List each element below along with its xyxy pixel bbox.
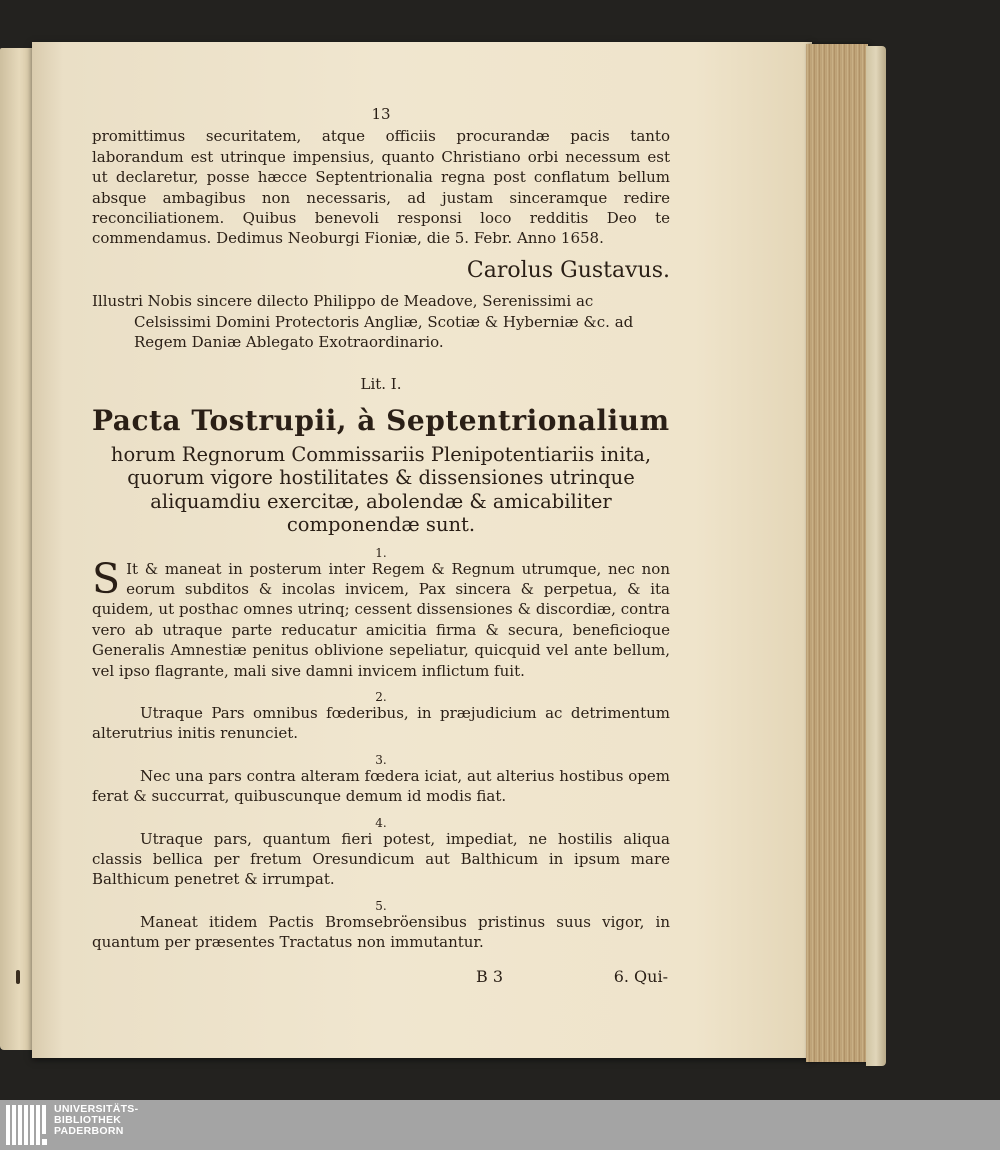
article-text: Nec una pars contra alteram fœdera iciat, aut alterius hostibus opem ferat & succurrat, quibuscunque demum id modis fiat.: [92, 766, 670, 806]
letter-paragraph: promittimus securitatem, atque officiis procurandæ pacis tanto laborandum est utrinque impensius, quanto Christiano orbi necessum est ut declaretur, posse hæcce Septentrionalia regna post conflatum bellum absque ambagibus non necessaris, ad justam sinceramque redire reconciliationem. Quibus benevoli responsi loco redditis Deo te commendamus. Dedimus Neoburgi Fioniæ, die 5. Febr. Anno 1658.: [92, 127, 670, 248]
article-text: Utraque pars, quantum fieri potest, impediat, ne hostilis aliqua classis bellica per fretum Oresundicum aut Balthicum in ipsum mare Balthicum penetret & irrumpat.: [92, 829, 670, 889]
article-text: [92, 554, 670, 681]
signature-mark: B 3: [476, 966, 504, 986]
library-logo-icon: [6, 1105, 48, 1145]
page-footer: [92, 967, 670, 989]
left-page-edge: [0, 48, 32, 1050]
page-text: [92, 104, 670, 989]
left-page-mark: [16, 970, 20, 984]
article-number: 5.: [375, 898, 387, 913]
section-label: Lit. I.: [360, 375, 402, 394]
article-number: 1.: [375, 545, 387, 560]
article-number: 3.: [375, 752, 387, 767]
book-cover-edge: [866, 46, 886, 1066]
library-name-line: PADERBORN: [54, 1125, 124, 1137]
article-text: Maneat itidem Pactis Bromsebröensibus pristinus suus vigor, in quantum per præsentes Tractatus non immutantur.: [92, 912, 670, 952]
address: Illustri Nobis sincere dilecto Philippo de Meadove, Serenissimi ac Celsissimi Domini Protectoris Angliæ, Scotiæ & Hyberniæ &c. ad Regem Daniæ Ablegato Exotraordinario.: [92, 292, 634, 352]
article-body: It & maneat in posterum inter Regem & Regnum utrumque, nec non eorum subditos & incolas invicem, Pax sincera & perpetua, & ita quidem, ut posthac omnes utrinq; cessent dissensiones & discordiæ, contra vero ab utraque parte reducatur amicitia firma & secura, beneficioque Generalis Amnestiæ penitus oblivione sepeliatur, quicquid vel ante bellum, vel ipso flagrante, mali sive damni invicem inflictum fuit.: [92, 559, 670, 680]
library-name-line: BIBLIOTHEK: [54, 1114, 122, 1126]
drop-cap: S: [92, 554, 121, 603]
article-number: 4.: [375, 815, 387, 830]
signature: Carolus Gustavus.: [466, 257, 670, 283]
catchword: 6. Qui-: [613, 966, 668, 986]
library-banner: [0, 1100, 1000, 1150]
page-block-edges: [806, 44, 868, 1062]
article-number: 2.: [375, 689, 387, 704]
document-subtitle: horum Regnorum Commissariis Plenipotentiariis inita, quorum vigore hostilitates & dissensiones utrinque aliquamdiu exercitæ, abolendæ & amicabiliter componendæ sunt.: [110, 442, 652, 537]
page-number: 13: [371, 105, 391, 123]
article-text: Utraque Pars omnibus fœderibus, in præjudicium ac detrimentum alterutrius initis renunciet.: [92, 703, 670, 743]
document-title: Pacta Tostrupii, à Septentrionalium: [92, 403, 670, 437]
library-name: [54, 1104, 138, 1137]
library-name-line: UNIVERSITÄTS-: [54, 1103, 139, 1115]
